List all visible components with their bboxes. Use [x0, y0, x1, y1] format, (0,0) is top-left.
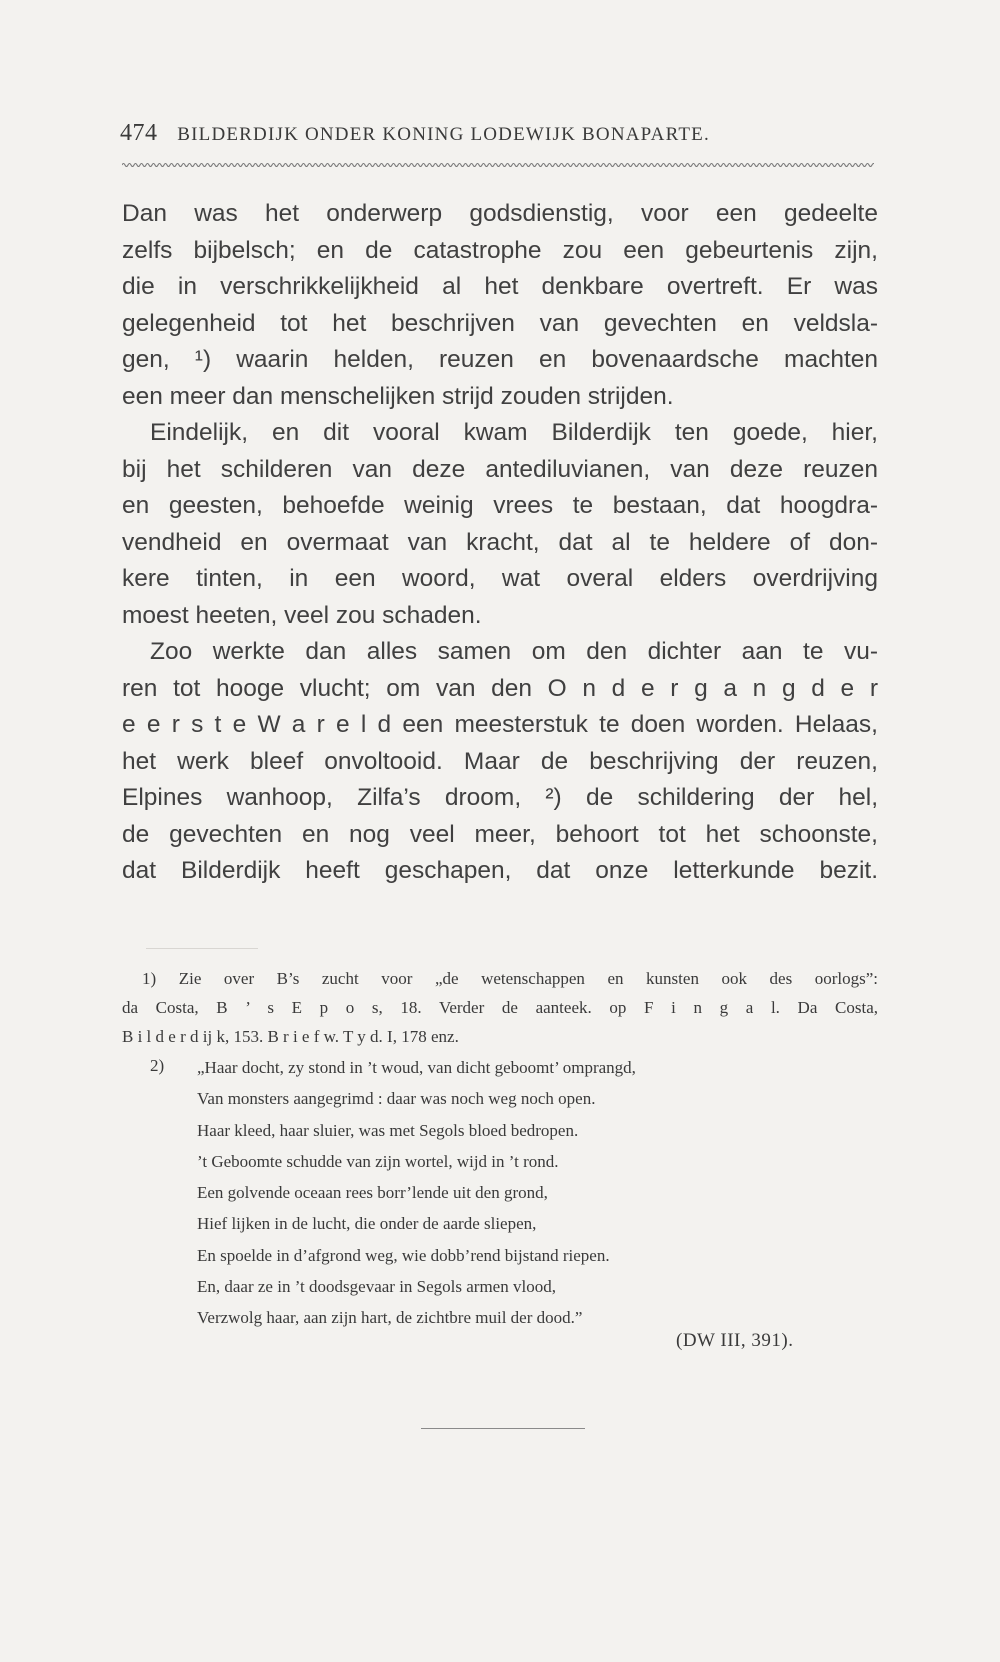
text-line: vendheid en overmaat van kracht, dat al te heldere of don-: [122, 528, 878, 556]
footnote-text: Zie over B’s zucht voor „de wetenschappen en kunsten ook des oorlogs”:: [178, 969, 878, 988]
running-title: BILDERDIJK ONDER KONING LODEWIJK BONAPARTE.: [177, 124, 710, 145]
text-line: en geesten, behoefde weinig vrees te bestaan, dat hoogdra-: [122, 492, 878, 519]
footnote-1: [122, 964, 878, 1051]
text-line: een meer dan menschelijken strijd zouden strijden.: [122, 382, 674, 410]
footnote-number: 1): [142, 969, 157, 988]
text-line: dat Bilderdijk heeft geschapen, dat onze letterkunde bezit.: [122, 857, 878, 884]
page-header: [120, 120, 880, 150]
paragraph-2: [122, 415, 878, 634]
text-line: ren tot hooge vlucht; om van den O n d e r g a n g d e r: [122, 674, 878, 702]
text-line: gen, ¹) waarin helden, reuzen en bovenaardsche machten: [122, 346, 878, 373]
verse-line: Verzwolg haar, aan zijn hart, de zichtbre muil der dood.”: [197, 1308, 583, 1328]
text-line: die in verschrikkelijkheid al het denkbare overtreft. Er was: [122, 273, 878, 300]
header-ornament-rule: [122, 160, 874, 170]
paragraph-1: [122, 196, 878, 415]
verse-line: En, daar ze in ’t doodsgevaar in Segols armen vlood,: [197, 1277, 556, 1297]
text-line: het werk bleef onvoltooid. Maar de beschrijving der reuzen,: [122, 747, 878, 775]
text-line: Dan was het onderwerp godsdienstig, voor een gedeelte: [122, 200, 878, 227]
verse-line: En spoelde in d’afgrond weg, wie dobb’rend bijstand riepen.: [197, 1245, 610, 1265]
text-line: Elpines wanhoop, Zilfa’s droom, ²) de schildering der hel,: [122, 784, 878, 811]
verse-line: Haar kleed, haar sluier, was met Segols bloed bedropen.: [197, 1120, 579, 1140]
text-line: zelfs bijbelsch; en de catastrophe zou een gebeurtenis zijn,: [122, 236, 878, 264]
verse-source: (DW III, 391).: [676, 1330, 794, 1351]
footnote-line: B i l d e r d ij k, 153. B r i e f w. T y d. I, 178 enz.: [122, 1027, 459, 1046]
text-line: e e r s t e W a r e l d een meesterstuk te doen worden. Helaas,: [122, 711, 878, 738]
verse-line: ’t Geboomte schudde van zijn wortel, wijd in ’t rond.: [197, 1151, 559, 1171]
text-line: Zoo werkte dan alles samen om den dichter aan te vu-: [150, 638, 878, 665]
main-text: [122, 196, 878, 890]
text-line: gelegenheid tot het beschrijven van gevechten en veldsla-: [122, 309, 878, 337]
verse-line: Hief lijken in de lucht, die onder de aarde sliepen,: [197, 1214, 537, 1234]
verse-line: Van monsters aangegrimd : daar was noch weg noch open.: [197, 1089, 596, 1109]
verse-line: „Haar docht, zy stond in ’t woud, van dicht geboomt’ omprangd,: [197, 1058, 636, 1077]
footnote-line: da Costa, B ’ s E p o s, 18. Verder de aanteek. op F i n g a l. Da Costa,: [122, 998, 878, 1017]
footnote-2-verse: [197, 1052, 847, 1334]
page-number: 474: [120, 120, 158, 146]
text-line: moest heeten, veel zou schaden.: [122, 601, 482, 629]
text-line: Eindelijk, en dit vooral kwam Bilderdijk ten goede, hier,: [150, 419, 878, 446]
footnote-line: [122, 964, 878, 993]
text-line: bij het schilderen van deze antediluvianen, van deze reuzen: [122, 455, 878, 483]
footnote-separator: [146, 948, 258, 949]
footnote-2-number: 2): [150, 1056, 165, 1075]
paragraph-3: [122, 634, 878, 890]
end-rule: [421, 1428, 585, 1429]
text-line: de gevechten en nog veel meer, behoort tot het schoonste,: [122, 820, 878, 848]
verse-line: Een golvende oceaan rees borr’lende uit den grond,: [197, 1183, 548, 1203]
text-line: kere tinten, in een woord, wat overal elders overdrijving: [122, 565, 878, 592]
